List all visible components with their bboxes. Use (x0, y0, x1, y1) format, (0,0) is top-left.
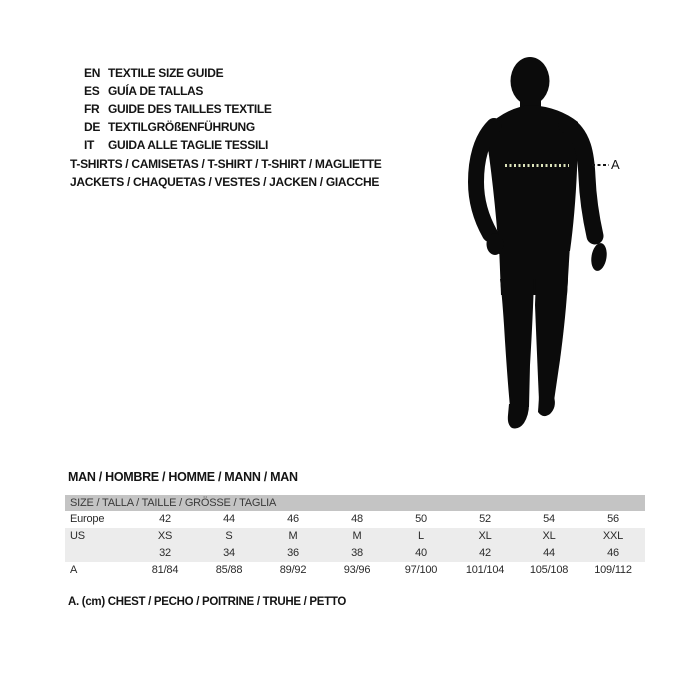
table-cell: 44 (223, 513, 235, 525)
table-cell: M (352, 530, 362, 542)
table-cell: 46 (287, 513, 299, 525)
language-row (84, 64, 272, 82)
table-cell: 97/100 (404, 564, 438, 576)
garment-type-line: JACKETS / CHAQUETAS / VESTES / JACKEN / GIACCHE (70, 175, 380, 189)
language-row (84, 100, 272, 118)
table-row-numeric (65, 545, 645, 562)
table-cell: 52 (479, 513, 491, 525)
table-cell: XL (542, 530, 556, 542)
man-silhouette-figure (463, 55, 613, 435)
table-row-europe (65, 511, 645, 528)
table-cell: 42 (159, 513, 171, 525)
table-cell: XL (478, 530, 492, 542)
language-row (84, 118, 272, 136)
section-heading-man: MAN / HOMBRE / HOMME / MANN / MAN (68, 470, 298, 484)
table-cell: 40 (415, 547, 427, 559)
language-label: GUÍA DE TALLAS (108, 84, 204, 98)
table-cell: 93/96 (343, 564, 371, 576)
row-label: Europe (70, 513, 105, 525)
table-cell: 32 (159, 547, 171, 559)
language-label: GUIDA ALLE TAGLIE TESSILI (108, 138, 269, 152)
table-row-us (65, 528, 645, 545)
chest-measure-line-inner (505, 164, 569, 167)
table-cell: 44 (543, 547, 555, 559)
language-label: TEXTILGRÖßENFÜHRUNG (108, 120, 255, 134)
table-cell: 81/84 (151, 564, 179, 576)
table-cell: 105/108 (529, 564, 569, 576)
table-cell: 42 (479, 547, 491, 559)
table-cell: 36 (287, 547, 299, 559)
footnote-chest-legend: A. (cm) CHEST / PECHO / POITRINE / TRUHE / PETTO (68, 596, 347, 608)
size-table-header: SIZE / TALLA / TAILLE / GRÖSSE / TAGLIA (65, 495, 645, 511)
table-cell: 46 (607, 547, 619, 559)
table-cell: 54 (543, 513, 555, 525)
language-label: GUIDE DES TAILLES TEXTILE (108, 102, 272, 116)
table-cell: XS (157, 530, 173, 542)
table-cell: 38 (351, 547, 363, 559)
table-cell: 109/112 (594, 564, 632, 576)
table-cell: M (288, 530, 298, 542)
table-cell: S (225, 530, 233, 542)
language-row (84, 82, 272, 100)
size-table (65, 495, 645, 579)
table-cell: 85/88 (215, 564, 243, 576)
table-cell: 50 (415, 513, 427, 525)
table-cell: L (418, 530, 424, 542)
language-label: TEXTILE SIZE GUIDE (108, 66, 224, 80)
language-code: FR (84, 102, 100, 116)
language-list (84, 64, 272, 154)
table-cell: 34 (223, 547, 235, 559)
chest-measure-line-outer (592, 164, 609, 166)
table-cell: 89/92 (279, 564, 307, 576)
measure-label-a: A (611, 157, 620, 172)
table-cell: 48 (351, 513, 363, 525)
language-code: ES (84, 84, 100, 98)
table-cell: 101/104 (465, 564, 505, 576)
table-cell: XXL (602, 530, 624, 542)
table-cell: 56 (607, 513, 619, 525)
language-code: EN (84, 66, 101, 80)
man-silhouette (463, 55, 613, 435)
garment-types (70, 155, 382, 191)
language-code: DE (84, 120, 101, 134)
row-label: A (70, 564, 78, 576)
language-code: IT (84, 138, 95, 152)
row-label: US (70, 530, 85, 542)
row-label (65, 545, 133, 562)
table-row-chest (65, 562, 645, 579)
garment-type-line: T-SHIRTS / CAMISETAS / T-SHIRT / T-SHIRT / MAGLIETTE (70, 157, 382, 171)
language-row (84, 136, 272, 154)
